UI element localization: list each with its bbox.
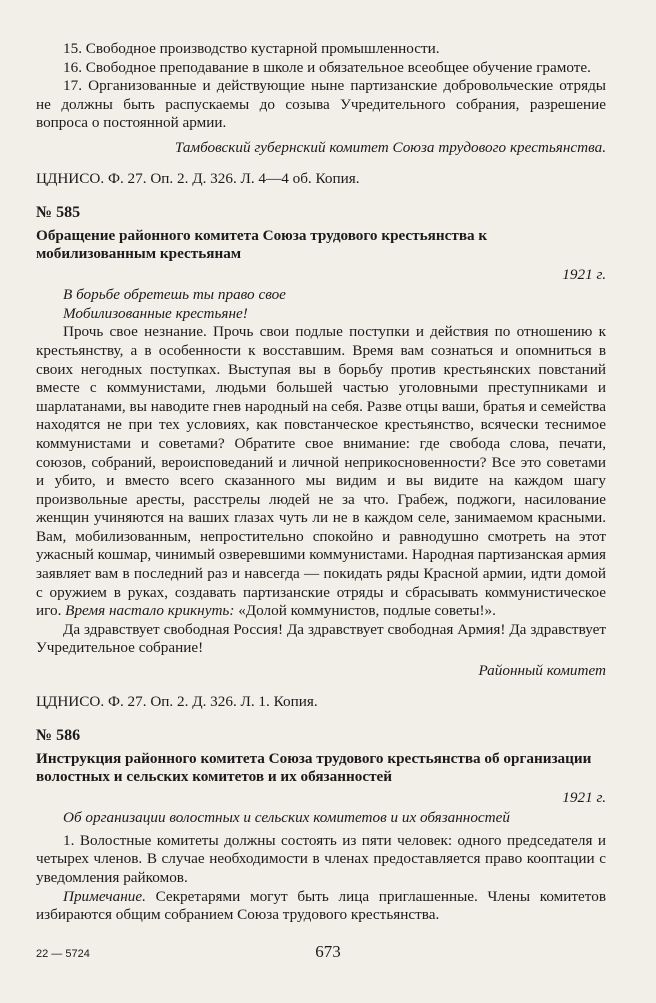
- list-item: 16. Свободное преподавание в школе и обязательное всеобщее обучение грамоте.: [63, 58, 591, 76]
- archive-source: ЦДНИСО. Ф. 27. Оп. 2. Д. 326. Л. 1. Копия.: [36, 692, 318, 710]
- document-date: 1921 г.: [562, 788, 606, 806]
- body-italic-text: Время настало крикнуть:: [65, 602, 235, 620]
- list-item: 15. Свободное производство кустарной промышленности.: [63, 40, 440, 57]
- epigraph: В борьбе обретешь ты право свое: [63, 286, 286, 304]
- closing-paragraph: Да здравствует свободная Россия! Да здравствует свободная Армия! Да здравствует Учредительное собрание!: [36, 620, 606, 657]
- page-footer: [0, 942, 656, 966]
- document-title: Инструкция районного комитета Союза трудового крестьянства об организации волостных и сельских комитетов и их обязанностей: [36, 749, 592, 786]
- signature: Тамбовский губернский комитет Союза трудового крестьянства.: [174, 138, 606, 156]
- body-text: Прочь свое незнание. Прочь свои подлые поступки и действия по отношению к крестьянству, а в особенности к восставшим. Время вам сознаться и опомниться в своих негодных поступках. Выступая вы в борьбу против крестьянских повстаний вместе с коммунистами, людьми большей частью уголовными преступниками и шарлатанами, вы наводите гнев народный на себя. Разве отцы ваши, братья и семейства находятся не при тех условиях, как повстанческое крестьянство, всячески теснимое коммунистами и советами? Обратите свое внимание: где свобода слова, печати, союзов, собраний, вероисповеданий и личной неприкосновенности? Все это советами и убито, и вместо всего сказанного мы видим и вы видите на каждом шагу произвольные аресты, расстрелы людей не за что. Грабеж, поджоги, насилование женщин учиняются на ваших глазах чуть ли не в каждом селе, занимаемом красными. Вам, мобилизованным, непростительно спокойно и равнодушно смотреть на этот ужасный кошмар, чинимый озверевшими коммунистами. Народная партизанская армия заявляет вам в последний раз и навсегда — покидать ряды Красной армии, идти домой с оружием в руках, создавать партизанские отряды и сбрасывать коммунистическое иго.: [36, 323, 607, 620]
- note-paragraph: [36, 888, 606, 925]
- list-item: 1. Волостные комитеты должны состоять из пяти человек: одного председателя и четырех членов. В случае необходимости в членах предоставляется право кооптации с уведомления райкомов.: [36, 831, 606, 886]
- note-label: Примечание.: [63, 887, 146, 905]
- printer-signature-mark: 22 — 5724: [36, 948, 90, 960]
- archive-source: ЦДНИСО. Ф. 27. Оп. 2. Д. 326. Л. 4—4 об. Копия.: [36, 169, 360, 187]
- address-line: Мобилизованные крестьяне!: [63, 304, 248, 322]
- note-text: Секретарями могут быть лица приглашенные. Члены комитетов избираются общим собранием Союза трудового крестьянства.: [36, 887, 606, 924]
- document-number: № 585: [36, 204, 81, 222]
- body-text-end: «Долой коммунистов, подлые советы!».: [238, 602, 496, 620]
- signature: Районный комитет: [478, 662, 606, 680]
- page-number: 673: [315, 942, 341, 961]
- document-title: Обращение районного комитета Союза трудового крестьянства к мобилизованным крестьянам: [36, 226, 488, 263]
- page-content: [36, 40, 606, 925]
- document-number: № 586: [36, 727, 81, 745]
- subtitle: Об организации волостных и сельских комитетов и их обязанностей: [63, 809, 510, 827]
- document-date: 1921 г.: [562, 265, 606, 283]
- list-item: 17. Организованные и действующие ныне партизанские добровольческие отряды не должны быть распускаемы до созыва Учредительного собрания, разрешение вопроса о постоянной армии.: [36, 77, 606, 132]
- body-paragraph: [36, 323, 606, 621]
